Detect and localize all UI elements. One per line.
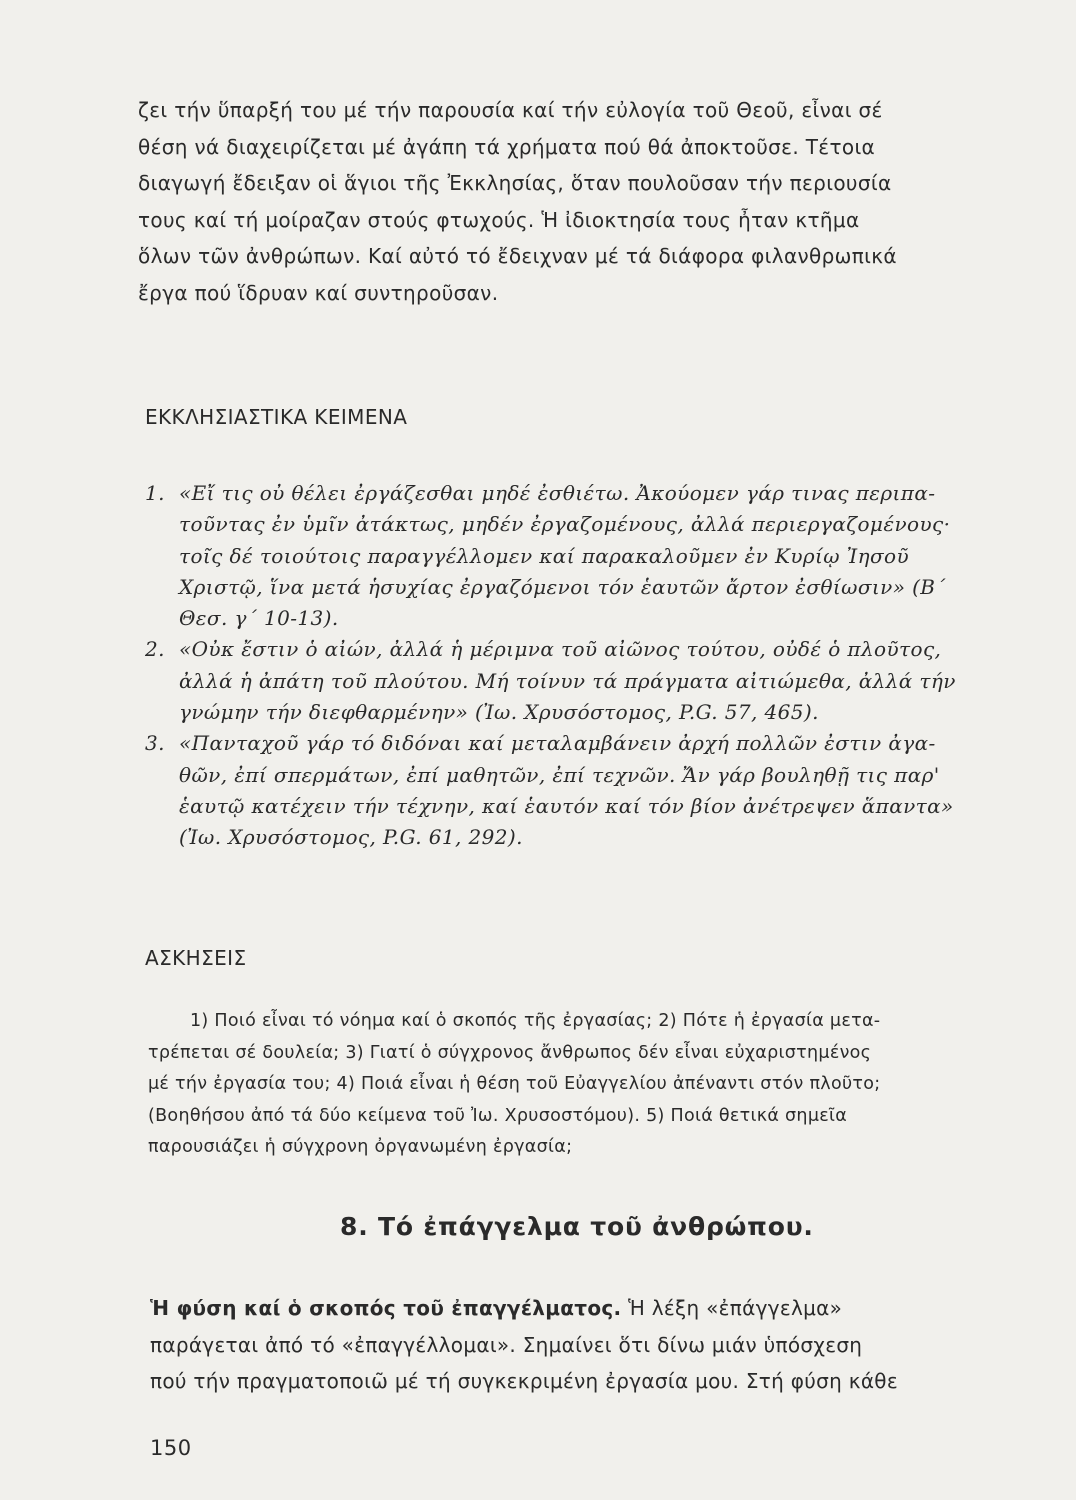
quote-line: Χριστῷ, ἵνα μετά ἡσυχίας ἐργαζόμενοι τόν ἑαυτῶν ἄρτον ἐσθίωσιν» (Β΄ <box>179 574 946 599</box>
chapter-first-line <box>150 1290 1020 1327</box>
quote-line: ἑαυτῷ κατέχειν τήν τέχνην, καί ἑαυτόν καί τόν βίον ἀνέτρεψεν ἅπαντα» <box>179 793 954 818</box>
text-line: διαγωγή ἔδειξαν οἱ ἅγιοι τῆς Ἐκκλησίας, ὅταν πουλοῦσαν τήν περιουσία <box>138 171 892 195</box>
chapter-subheading: Ἡ φύση καί ὁ σκοπός τοῦ ἐπαγγέλματος. <box>150 1296 622 1320</box>
text-line: ζει τήν ὕπαρξή του μέ τήν παρουσία καί τήν εὐλογία τοῦ Θεοῦ, εἶναι σέ <box>138 98 883 122</box>
quote-number: 3. <box>145 731 165 756</box>
quote-line: «Πανταχοῦ γάρ τό διδόναι καί μεταλαμβάνειν ἀρχή πολλῶν ἐστιν ἀγα- <box>179 731 936 756</box>
exercise-line: 1) Ποιό εἶναι τό νόημα καί ὁ σκοπός τῆς ἐργασίας; 2) Πότε ἡ ἐργασία μετα- <box>190 1011 881 1031</box>
text-line: τους καί τή μοίραζαν στούς φτωχούς. Ἡ ἰδιοκτησία τους ἦταν κτῆμα <box>138 207 860 232</box>
exercises-paragraph <box>148 1006 1018 1164</box>
text-line: ὅλων τῶν ἀνθρώπων. Καί αὐτό τό ἔδειχναν μέ τά διάφορα φιλανθρωπικά <box>138 244 897 268</box>
quote-line: τοῖς δέ τοιούτοις παραγγέλλομεν καί παρακαλοῦμεν ἐν Κυρίῳ Ἰησοῦ <box>179 543 910 568</box>
text-line: ἔργα πού ἵδρυαν καί συντηροῦσαν. <box>138 280 499 305</box>
exercise-line: μέ τήν ἐργασία του; 4) Ποιά εἶναι ἡ θέση τοῦ Εὐαγγελίου ἀπέναντι στόν πλοῦτο; <box>148 1074 881 1094</box>
quote-line: ἀλλά ἡ ἀπάτη τοῦ πλούτου. Μή τοίνυν τά πράγματα αἰτιώμεθα, ἀλλά τήν <box>179 668 956 693</box>
quote-number: 2. <box>145 637 165 662</box>
quote-item <box>145 478 1025 634</box>
quote-line: τοῦντας ἐν ὑμῖν ἀτάκτως, μηδέν ἐργαζομένους, ἀλλά περιεργαζομένους· <box>179 512 951 537</box>
quote-line: Θεσ. γ΄ 10-13). <box>179 606 339 631</box>
quote-line: (Ἰω. Χρυσόστομος, P.G. 61, 292). <box>179 825 523 850</box>
quote-line: «Εἴ τις οὐ θέλει ἐργάζεσθαι μηδέ ἐσθιέτω. Ἀκούομεν γάρ τινας περιπα- <box>179 481 936 505</box>
quote-item <box>145 634 1025 728</box>
quote-line: «Οὐκ ἔστιν ὁ αἰών, ἀλλά ἡ μέριμνα τοῦ αἰῶνος τούτου, οὐδέ ὁ πλοῦτος, <box>179 637 942 662</box>
quote-item <box>145 728 1025 853</box>
chapter-title: 8. Τό ἐπάγγελμα τοῦ ἀνθρώπου. <box>340 1212 814 1241</box>
chapter-line: πού τήν πραγματοποιῶ μέ τή συγκεκριμένη ἐργασία μου. Στή φύση κάθε <box>150 1369 898 1393</box>
quote-line: γνώμην τήν διεφθαρμένην» (Ἰω. Χρυσόστομος, P.G. 57, 465). <box>179 700 819 725</box>
exercise-line: παρουσιάζει ἡ σύγχρονη ὀργανωμένη ἐργασία; <box>148 1137 573 1157</box>
page-number: 150 <box>150 1436 192 1460</box>
chapter-paragraph <box>150 1290 1020 1400</box>
exercise-line: τρέπεται σέ δουλεία; 3) Γιατί ὁ σύγχρονος ἄνθρωπος δέν εἶναι εὐχαριστημένος <box>148 1042 872 1063</box>
chapter-line: παράγεται ἀπό τό «ἐπαγγέλλομαι». Σημαίνει ὅτι δίνω μιάν ὑπόσχεση <box>150 1332 863 1357</box>
text-line: θέση νά διαχειρίζεται μέ ἀγάπη τά χρήματα πού θά ἀποκτοῦσε. Τέτοια <box>138 134 876 159</box>
quote-line: θῶν, ἐπί σπερμάτων, ἐπί μαθητῶν, ἐπί τεχνῶν. Ἄν γάρ βουληθῇ τις παρ' <box>179 762 940 787</box>
chapter-first-line-text: Ἡ λέξη «ἐπάγγελμα» <box>621 1296 843 1320</box>
quotes-list <box>145 478 1025 854</box>
texts-section-heading: ΕΚΚΛΗΣΙΑΣΤΙΚΑ ΚΕΙΜΕΝΑ <box>145 405 408 429</box>
intro-paragraph <box>138 92 1018 311</box>
exercise-line: (Βοηθήσου ἀπό τά δύο κείμενα τοῦ Ἰω. Χρυσοστόμου). 5) Ποιά θετικά σημεῖα <box>148 1105 848 1126</box>
exercises-heading: ΑΣΚΗΣΕΙΣ <box>145 946 247 970</box>
quote-number: 1. <box>145 481 165 505</box>
